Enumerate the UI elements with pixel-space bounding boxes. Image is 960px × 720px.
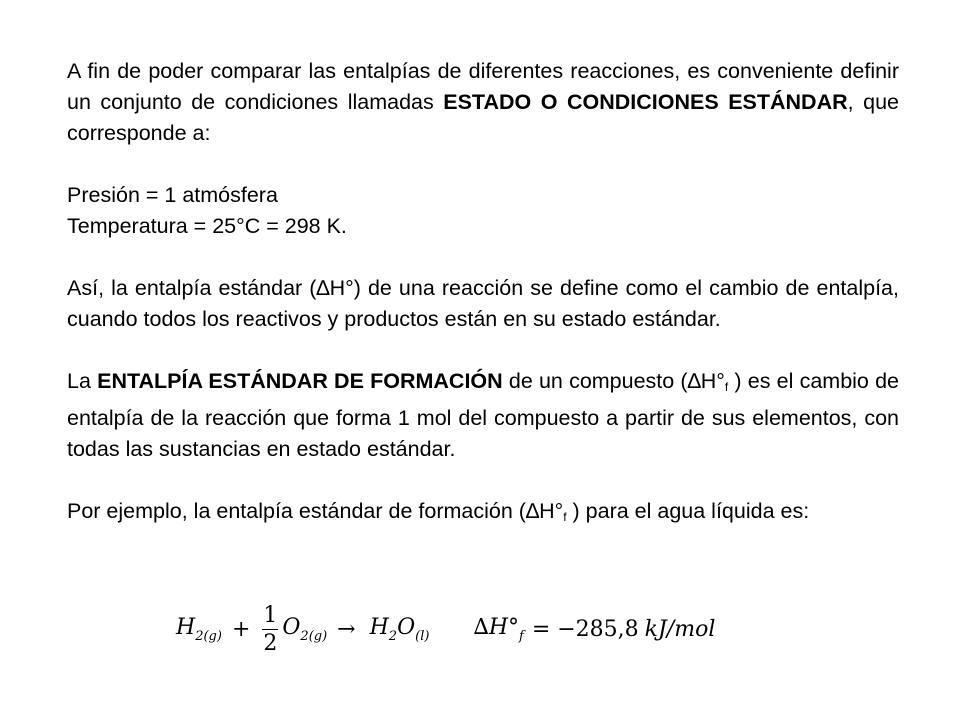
intro-text-end: , que corresponde a: [67,90,900,145]
formation-term: ENTALPÍA ESTÁNDAR DE FORMACIÓN [97,369,503,393]
product-water: $H_2O_{(l)}$ [369,614,430,644]
reactant-hydrogen: $H_{2(g)}$ [176,614,222,644]
plus-sign: + [231,616,251,642]
enthalpy-value: = −285,8 [531,616,639,642]
intro-paragraph [67,56,899,149]
reaction-arrow: → [337,616,356,642]
slide-body [67,56,899,533]
standard-enthalpy-text: Así, la entalpía estándar ( [67,276,317,300]
formation-text-mid: de un compuesto ( [502,369,688,393]
temperature-condition: Temperatura = 25°C = 298 K. [67,214,347,238]
reactant-oxygen: $O_{2(g)}$ [282,614,328,644]
formation-enthalpy-paragraph [67,366,899,465]
example-text-end: ) para el agua líquida es: [566,499,810,523]
pressure-condition: Presión = 1 atmósfera [67,183,278,207]
standard-enthalpy-text-end: ) de una reacción se define como el cambio de entalpía, cuando todos los reactivos y productos están en su estado estándar. [67,276,899,331]
formation-text: La [67,369,98,393]
delta-hf-label: $\Delta H^\circ_f$ [473,614,524,644]
example-delta-hf-subscript: f [563,510,567,524]
example-delta-hf-symbol: ∆H° [525,499,564,523]
example-paragraph [67,496,899,533]
one-half-fraction: $\frac{1}{2}$ [263,602,278,656]
delta-hf-symbol: ∆H° [687,369,725,393]
formation-text-end: ) es el cambio de entalpía de la reacción que forma 1 mol del compuesto a partir de sus elementos, con todas las sustancias en estado estándar. [67,369,899,461]
delta-h-symbol: ∆H° [316,276,354,300]
intro-text: A fin de poder comparar las entalpías de diferentes reacciones, es conveniente definir un conjunto de condiciones llamadas [67,59,899,114]
enthalpy-unit: kJ/mol [644,616,716,642]
delta-hf-subscript: f [724,380,729,394]
standard-state-term: ESTADO O CONDICIONES ESTÁNDAR [443,90,848,114]
example-text: Por ejemplo, la entalpía estándar de formación ( [67,499,526,523]
standard-enthalpy-paragraph [67,273,899,335]
formation-equation [176,594,715,664]
